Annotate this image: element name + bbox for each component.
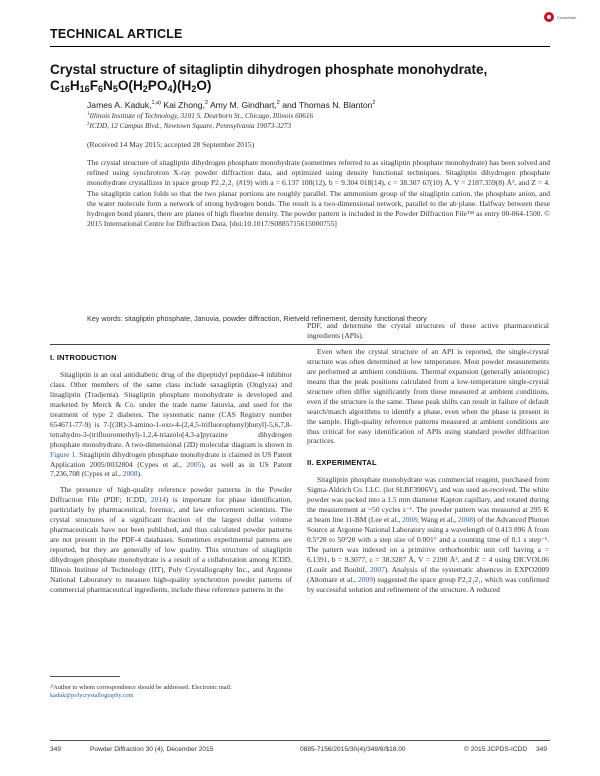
copyright: © 2015 JCPDS-ICDD [464, 746, 528, 753]
intro-paragraph-2 [50, 485, 292, 594]
ref-wang-2008-link[interactable]: 2008 [458, 515, 473, 525]
author-name: Kai Zhong, [163, 100, 205, 110]
text-run: ) suggested the space group P2₁2₁2₁, which was confirmed by successful solution and refinement of the structure. A reduced [307, 574, 549, 594]
text-run: . Sitagliptin dihydrogen phosphate monohydrate is claimed in US Patent Application 2005/0032804 (Cypes et al., [50, 449, 292, 469]
text-run: ) of the Advanced Photon Source at Argonne National Laboratory using a wavelength of 0.413 896 Å from 0.5°2θ to 50°2θ with a step size of 0.001° and a counting time of 0.1 s step⁻¹. The pattern was indexed on a primitive orthorhombic unit cell having a = 6.1391, b = 9.3077, c = 38.3287 Å, V = 2190 Å³, and Z = 4 using DICVOL06 (Louër and Boultif, [307, 515, 549, 574]
introduction-heading: I. INTRODUCTION [50, 353, 117, 362]
abstract: The crystal structure of sitagliptin dihydrogen phosphate monohydrate (sometimes referred to as sitagliptin phosphate monohydrate) has been solved and refined using synchrotron X-ray powder diffraction data, and optimized using density functional techniques. Sitagliptin dihydrogen phosphate monohydrate crystallizes in space group P2₁2₁2₁ (#19) with a = 6.137 108(12), b = 9.304 018(14), c = 38.307 67(10) Å, V = 2187.359(8) Å³, and Z = 4. The sitagliptin cation folds so that the two planar portions are roughly parallel. The ammonium group of the sitagliptin cation, the phosphate anion, and the water molecule form a network of strong hydrogen bonds. The result is a two-dimensional network, parallel to the ab plane. Halfway between these hydrogen bond planes, there are planes of high fluorine density. The powder pattern is included in the Powder Diffraction File™ as entry 00-064-1500. © 2015 International Centre for Diffraction Data. [doi:10.1017/S0885715615000755] [87, 158, 550, 229]
author-name: and Thomas N. Blanton [282, 100, 373, 110]
text-run: The presence of high-quality reference powder patterns in the Powder Diffraction File (PDF; ICDD, [50, 485, 292, 505]
author-list [87, 100, 375, 110]
received-dates: (Received 14 May 2015; accepted 28 September 2015) [87, 140, 255, 149]
text-run: Sitagliptin phosphate monohydrate was commercial reagent, purchased from Sigma-Aldrich Co. LLC. (lot SLBF3906V), and was used as-received. The white powder was packed into a 1.5 mm diameter Kapton capillary, and rotated during the measurement at ~50 cycles s⁻¹. The powder pattern was measured at 295 K at beam line 11-BM (Lee et al., [307, 475, 549, 525]
section-heading: TECHNICAL ARTICLE [50, 27, 183, 41]
right-paragraph-1: PDF, and determine the crystal structures of these active pharmaceutical ingredients (APIs). [307, 321, 549, 340]
author-email-link[interactable]: kaduk@polycrystallography.com [50, 692, 134, 700]
text-run: ; Wang et al., [416, 515, 459, 525]
affiliation-mark: 2 [87, 122, 90, 127]
ref-icdd-2014-link[interactable]: 2014 [150, 495, 166, 505]
author-affil-mark: 2 [276, 100, 280, 106]
text-run: ) is important for phase identification, particularly by pharmaceutical, forensic, and law enforcement scientists. The crystal structures of a significant fraction of the largest dollar volume pharmaceuticals have not been published, and thus calculated powder patterns are not present in the PDF-4 databases. Sometimes experimental patterns are reported, but they are generally of low quality. This structure of sitagliptin dihydrogen phosphate monohydrate is a result of a collaboration among ICDD, Illinois Institute of Technology (IIT), Poly Crystallography Inc., and Argonne National Laboratory to measure high-quality synchrotron powder patterns of commercial pharmaceutical ingredients, include these reference patterns in the [50, 495, 292, 594]
footnote-rule [50, 676, 120, 677]
author-affil-mark: 1,a) [151, 100, 161, 106]
journal-citation: Powder Diffraction 30 (4), December 2015 [90, 746, 214, 753]
right-paragraph-2: Even when the crystal structure of an API is reported, the single-crystal structure was often determined at low temperature. Most powder measurements are performed at ambient conditions. Thermal expansion (generally anisotropic) means that the peak positions calculated from a low-temperature single-crystal structure often differ significantly from those measured at ambient conditions, even if the structure is the same. These peak shifts can result in failure of default search/match algorithms to identify a phase, even when the phase is present in the sample. High-quality reference patterns measured at ambient conditions are thus critical for easy identification of APIs using standard powder diffraction practices. [307, 346, 549, 446]
title-line-1: Crystal structure of sitagliptin dihydrogen phosphate monohydrate, [50, 62, 488, 77]
author-name: Amy M. Gindhart, [209, 100, 277, 110]
figure-1-link[interactable]: Figure 1 [50, 449, 76, 459]
footnote-text: ᵃ⁾Author to whom correspondence should be addressed. Electronic mail: [50, 684, 232, 691]
experimental-paragraph-1 [307, 475, 549, 594]
ref-louer-2007-link[interactable]: 2007 [369, 564, 385, 574]
left-column [50, 353, 292, 601]
affiliation-2 [87, 122, 291, 130]
ref-cypes-2005-link[interactable]: 2005 [186, 459, 202, 469]
issn-info: 0885-7156/2015/30(4)/349/8/$18.00 [300, 746, 406, 753]
correspondence-footnote [50, 684, 292, 701]
author-affil-mark: 2 [204, 100, 209, 106]
author-name: James A. Kaduk, [87, 100, 152, 110]
affiliation-text: ICDD, 12 Campus Blvd., Newtown Square, Pennsylvania 19073-3273 [89, 122, 292, 130]
affiliation-mark: 1 [87, 112, 90, 117]
header-rule [50, 46, 550, 47]
ref-cypes-2008-link[interactable]: 2008 [122, 469, 138, 479]
article-title [50, 62, 550, 93]
keywords: Key words: sitagliptin phosphate, Januvia, powder diffraction, Rietveld refinement, density functional theory [87, 314, 427, 323]
footer-rule [50, 740, 550, 741]
text-run: Sitagliptin is an oral antidiabetic drug of the dipeptidyl peptidase-4 inhibitor class. Other members of the same class include saxagliptin (Onglyza) and linagliptin (Tradjenta). Sitagliptin phosphate monohydrate is developed and marketed by Merck & Co. under the trade name Januvia, and used for the treatment of type 2 diabetes. The systematic name (CAS Registry number 654671-77-9) is 7-[(3R)-3-amino-1-oxo-4-(2,4,5-trifluorophenyl)butyl]-5,6,7,8-tetrahydro-3-(trifluoromethyl)-1,2,4-triazolo[4,3-a]pyrazine dihydrogen phosphate monohydrate. A two-dimensional (2D) molecular diagram is shown in [50, 369, 292, 449]
title-formula: $C_{16}H_{16}F_6N_5O(H_2PO_4)(H_2O)$ [50, 77, 212, 94]
intro-paragraph-1 [50, 370, 292, 479]
author-affil-mark: 2 [372, 100, 376, 106]
affiliation-text: Illinois Institute of Technology, 3101 S. Dearborn St., Chicago, Illinois 60616 [89, 112, 314, 120]
text-run: ). Analysis of the systematic absences in EXPO2009 (Altomare et al., [307, 564, 549, 584]
ref-lee-2008-link[interactable]: 2008 [402, 515, 417, 525]
text-run: ). [137, 469, 142, 479]
crossmark-icon [544, 12, 554, 22]
ref-altomare-2009-link[interactable]: 2009 [358, 574, 373, 584]
page-number-right: 349 [536, 746, 548, 753]
crossmark-badge[interactable] [544, 10, 578, 24]
text-run: ), as well as in US Patent 7,236,708 (Cypes et al., [50, 459, 292, 479]
page-number-left: 349 [50, 746, 62, 753]
experimental-heading: II. EXPERIMENTAL [307, 458, 377, 468]
affiliation-1 [87, 112, 313, 120]
crossmark-label: CrossMark [557, 14, 577, 20]
right-column [307, 321, 549, 601]
